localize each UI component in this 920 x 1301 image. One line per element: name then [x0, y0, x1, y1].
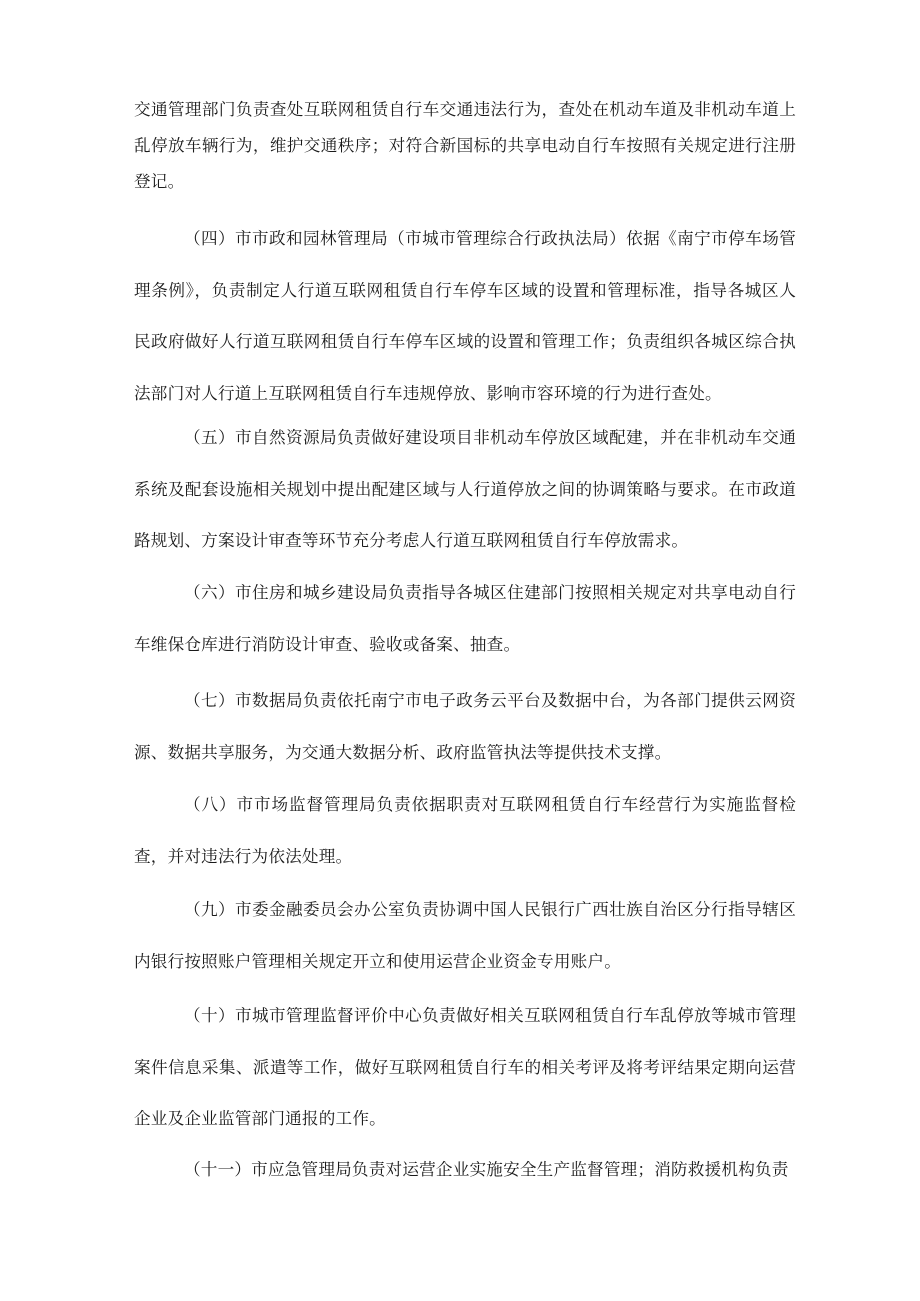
paragraph-natural-resources: （五）市自然资源局负责做好建设项目非机动车停放区域配建，并在非机动车交通系统及配套设施相关规划中提出配建区域与人行道停放之间的协调策略与要求。在市政道路规划、方案设计审查等环节充分考虑人行道互联网租赁自行车停放需求。 — [134, 428, 796, 550]
paragraph-data-bureau: （七）市数据局负责依托南宁市电子政务云平台及数据中台，为各部门提供云网资源、数据共享服务，为交通大数据分析、政府监管执法等提供技术支撑。 — [134, 691, 796, 762]
paragraph-housing-construction: （六）市住房和城乡建设局负责指导各城区住建部门按照相关规定对共享电动自行车维保仓库进行消防设计审查、验收或备案、抽查。 — [134, 583, 796, 654]
paragraph-municipal-gardens: （四）市市政和园林管理局（市城市管理综合行政执法局）依据《南宁市停车场管理条例》，负责制定人行道互联网租赁自行车停车区域的设置和管理标准，指导各城区人民政府做好人行道互联网租赁自行车停车区域的设置和管理工作；负责组织各城区综合执法部门对人行道上互联网租赁自行车违规停放、影响市容环境的行为进行查处。 — [134, 229, 796, 403]
paragraph-traffic-police: 交通管理部门负责查处互联网租赁自行车交通违法行为，查处在机动车道及非机动车道上乱停放车辆行为，维护交通秩序；对符合新国标的共享电动自行车按照有关规定进行注册登记。 — [134, 100, 796, 191]
paragraph-market-supervision: （八）市市场监督管理局负责依据职责对互联网租赁自行车经营行为实施监督检查，并对违法行为依法处理。 — [134, 795, 796, 866]
paragraph-urban-management-center: （十）市城市管理监督评价中心负责做好相关互联网租赁自行车乱停放等城市管理案件信息采集、派遣等工作，做好互联网租赁自行车的相关考评及将考评结果定期向运营企业及企业监管部门通报的工作。 — [134, 1006, 796, 1128]
paragraph-finance-office: （九）市委金融委员会办公室负责协调中国人民银行广西壮族自治区分行指导辖区内银行按照账户管理相关规定开立和使用运营企业资金专用账户。 — [134, 900, 796, 971]
paragraph-emergency-management: （十一）市应急管理局负责对运营企业实施安全生产监督管理；消防救援机构负责 — [184, 1160, 789, 1179]
